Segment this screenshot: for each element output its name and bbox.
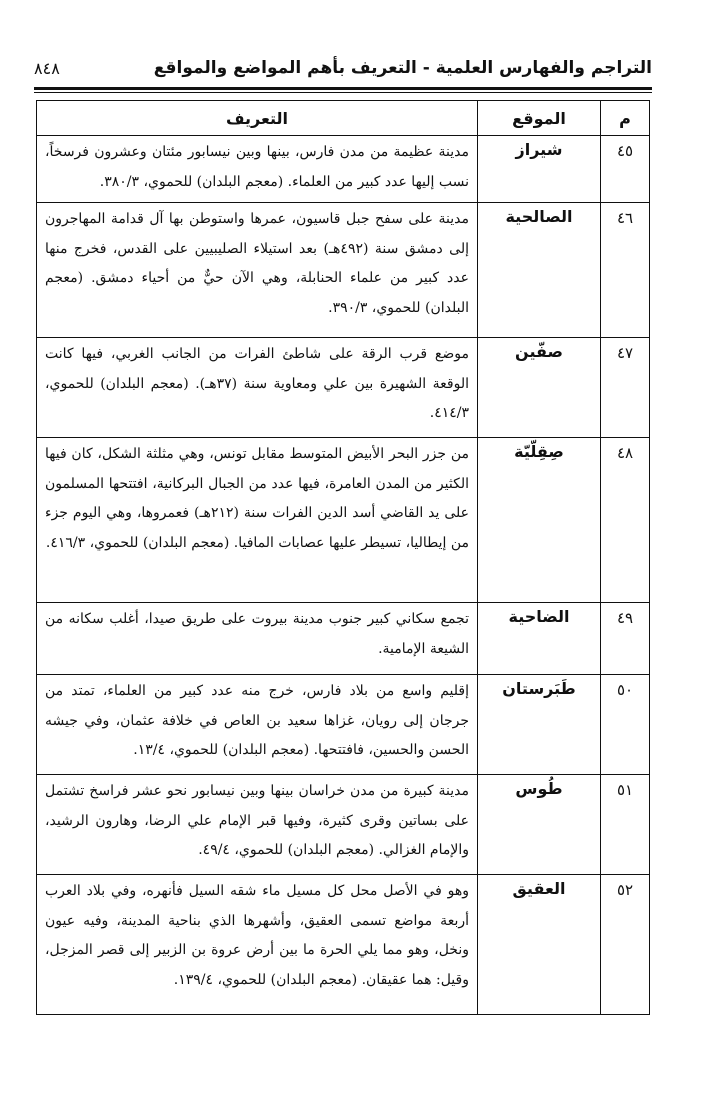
row-number: ٤٥: [601, 136, 650, 203]
row-number: ٤٦: [601, 203, 650, 338]
place-definition: مدينة عظيمة من مدن فارس، بينها وبين نيسابور مئتان وعشرون فرسخاً، نسب إليها عدد كبير من العلماء. (معجم البلدان) للحموي، ٣٨٠/٣.: [37, 136, 478, 203]
place-definition: تجمع سكاني كبير جنوب مدينة بيروت على طريق صيدا، أغلب سكانه من الشيعة الإمامية.: [37, 603, 478, 675]
table-header-row: [37, 101, 650, 136]
table-row: [37, 438, 650, 603]
header-definition: التعريف: [37, 101, 478, 136]
table-row: [37, 136, 650, 203]
row-number: ٤٩: [601, 603, 650, 675]
place-definition: إقليم واسع من بلاد فارس، خرج منه عدد كبير من العلماء، تمتد من جرجان إلى رويان، غزاها سعيد بن العاص في خلافة عثمان، وفي جيشه الحسن والحسين، فافتتحها. (معجم البلدان) للحموي، ١٣/٤.: [37, 675, 478, 775]
place-name: صفّين: [478, 338, 601, 438]
places-table: [36, 100, 650, 1015]
place-definition: موضع قرب الرقة على شاطئ الفرات من الجانب الغربي، فيها كانت الوقعة الشهيرة بين علي ومعاوية سنة (٣٧هـ). (معجم البلدان) للحموي، ٤١٤/٣.: [37, 338, 478, 438]
table-row: [37, 603, 650, 675]
header-num: م: [601, 101, 650, 136]
row-number: ٥١: [601, 775, 650, 875]
place-definition: وهو في الأصل محل كل مسيل ماء شقه السيل فأنهره، وفي بلاد العرب أربعة مواضع تسمى العقيق، وأشهرها الذي بناحية المدينة، وفيه عيون ونخل، وهو مما يلي الحرة ما بين أرض عروة بن الزبير إلى قصر المزجل، وقيل: هما عقيقان. (معجم البلدان) للحموي، ١٣٩/٤.: [37, 875, 478, 1015]
place-name: الصالحية: [478, 203, 601, 338]
table-row: [37, 675, 650, 775]
place-definition: مدينة كبيرة من مدن خراسان بينها وبين نيسابور نحو عشر فراسخ تشتمل على بساتين وقرى كثيرة، وفيها قبر الإمام علي الرضا، وهارون الرشيد، والإمام الغزالي. (معجم البلدان) للحموي، ٤٩/٤.: [37, 775, 478, 875]
place-name: شيراز: [478, 136, 601, 203]
row-number: ٤٧: [601, 338, 650, 438]
place-definition: من جزر البحر الأبيض المتوسط مقابل تونس، وهي مثلثة الشكل، كان فيها الكثير من المدن العامرة، فيها عدد من الجبال البركانية، افتتحها المسلمون على يد القاضي أسد الدين الفرات سنة (٢١٢هـ) فعمروها، وهي اليوم جزء من إيطاليا، تسيطر عليها عصابات المافيا. (معجم البلدان) للحموي، ٤١٦/٣.: [37, 438, 478, 603]
row-number: ٥٠: [601, 675, 650, 775]
header-place: الموقع: [478, 101, 601, 136]
place-name: طَبَرستان: [478, 675, 601, 775]
table-row: [37, 203, 650, 338]
header-rule-thin: [34, 92, 652, 93]
place-name: طُوس: [478, 775, 601, 875]
row-number: ٥٢: [601, 875, 650, 1015]
table-row: [37, 875, 650, 1015]
place-name: الضاحية: [478, 603, 601, 675]
running-title: التراجم والفهارس العلمية - التعريف بأهم المواضع والمواقع: [153, 58, 652, 78]
page-number: ٨٤٨: [34, 59, 60, 78]
place-name: العقيق: [478, 875, 601, 1015]
table-row: [37, 775, 650, 875]
place-definition: مدينة على سفح جبل قاسيون، عمرها واستوطن بها آل قدامة المهاجرون إلى دمشق سنة (٤٩٢هـ) بعد استيلاء الصليبيين على القدس، فخرج منها عدد كبير من علماء الحنابلة، وهي الآن حيٌّ من أحياء دمشق. (معجم البلدان) للحموي، ٣٩٠/٣.: [37, 203, 478, 338]
table-row: [37, 338, 650, 438]
place-name: صِقِلّيّة: [478, 438, 601, 603]
page-header: [34, 54, 652, 94]
row-number: ٤٨: [601, 438, 650, 603]
header-rule-thick: [34, 87, 652, 90]
